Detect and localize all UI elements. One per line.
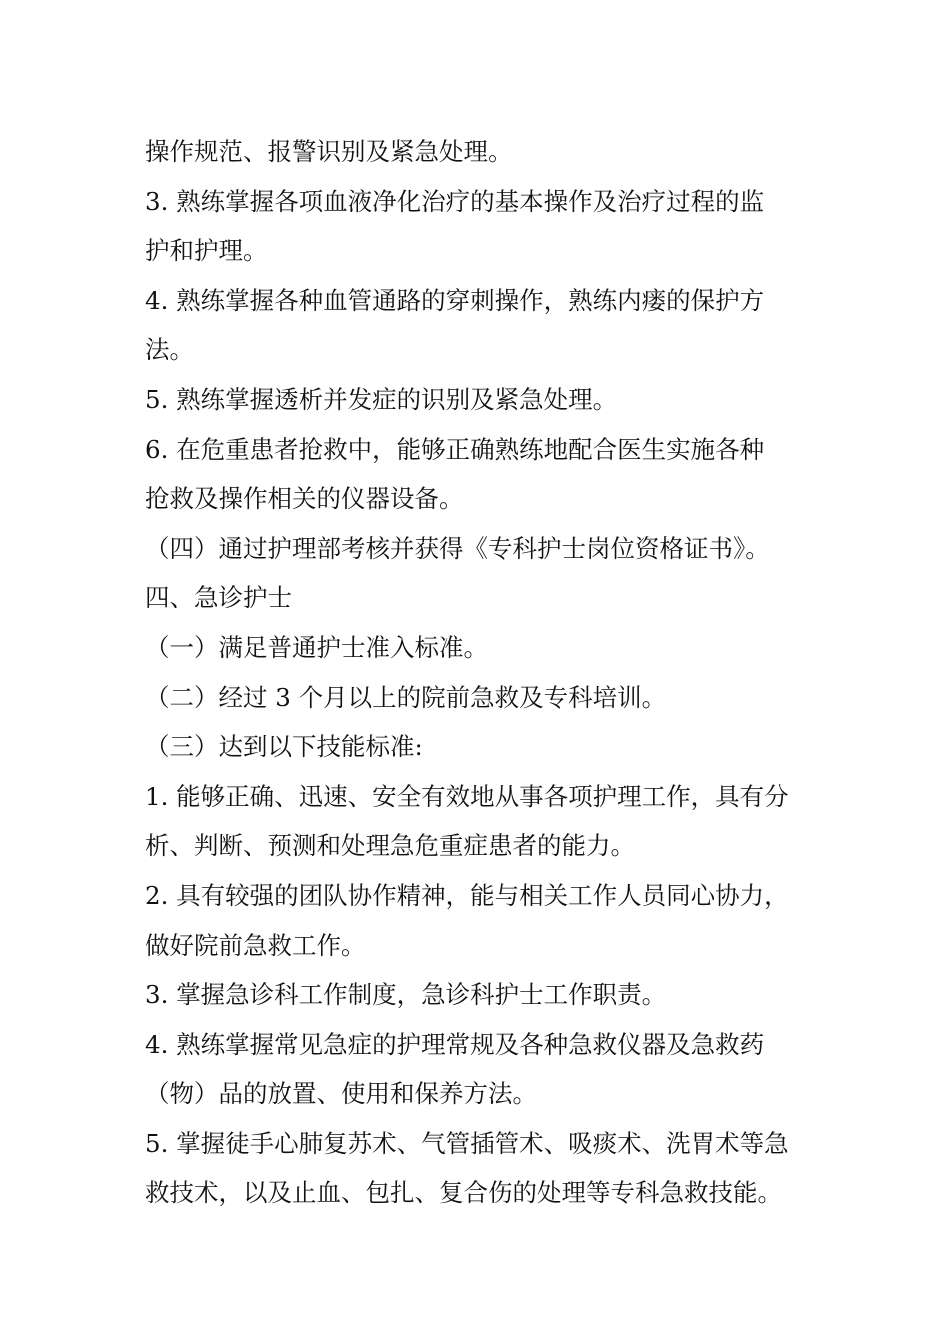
text-line: （一）满足普通护士准入标准。 [145,632,488,662]
text-line: 救技术，以及止血、包扎、复合伤的处理等专科急救技能。 [145,1178,782,1208]
text-line: 操作规范、报警识别及紧急处理。 [145,137,513,166]
text-line: 6. 在危重患者抢救中，能够正确熟练地配合医生实施各种 [145,434,765,464]
body-text [145,127,810,1218]
text-line: 护和护理。 [145,236,268,266]
text-line: 2. 具有较强的团队协作精神，能与相关工作人员同心协力， [145,880,789,910]
text-line: （四）通过护理部考核并获得《专科护士岗位资格证书》。 [145,533,770,563]
text-line: 5. 掌握徒手心肺复苏术、气管插管术、吸痰术、洗胃术等急 [145,1128,789,1158]
text-line: 做好院前急救工作。 [145,930,366,960]
text-line: 析、判断、预测和处理急危重症患者的能力。 [145,831,635,861]
text-line: 法。 [145,335,194,365]
text-line: 抢救及操作相关的仪器设备。 [145,484,464,514]
text-line: 3. 熟练掌握各项血液净化治疗的基本操作及治疗过程的监 [145,186,765,216]
text-line: （物）品的放置、使用和保养方法。 [145,1079,537,1109]
text-line: 1. 能够正确、迅速、安全有效地从事各项护理工作，具有分 [145,781,789,811]
text-line: （三）达到以下技能标准: [145,732,423,762]
text-line: 3. 掌握急诊科工作制度，急诊科护士工作职责。 [145,980,667,1010]
text-line: 4. 熟练掌握常见急症的护理常规及各种急救仪器及急救药 [145,1029,765,1059]
text-line: （二）经过 3 个月以上的院前急救及专科培训。 [145,682,667,712]
text-line: 5. 熟练掌握透析并发症的识别及紧急处理。 [145,384,618,414]
section-heading: 四、急诊护士 [145,583,292,613]
text-line: 4. 熟练掌握各种血管通路的穿刺操作，熟练内瘘的保护方 [145,285,765,315]
